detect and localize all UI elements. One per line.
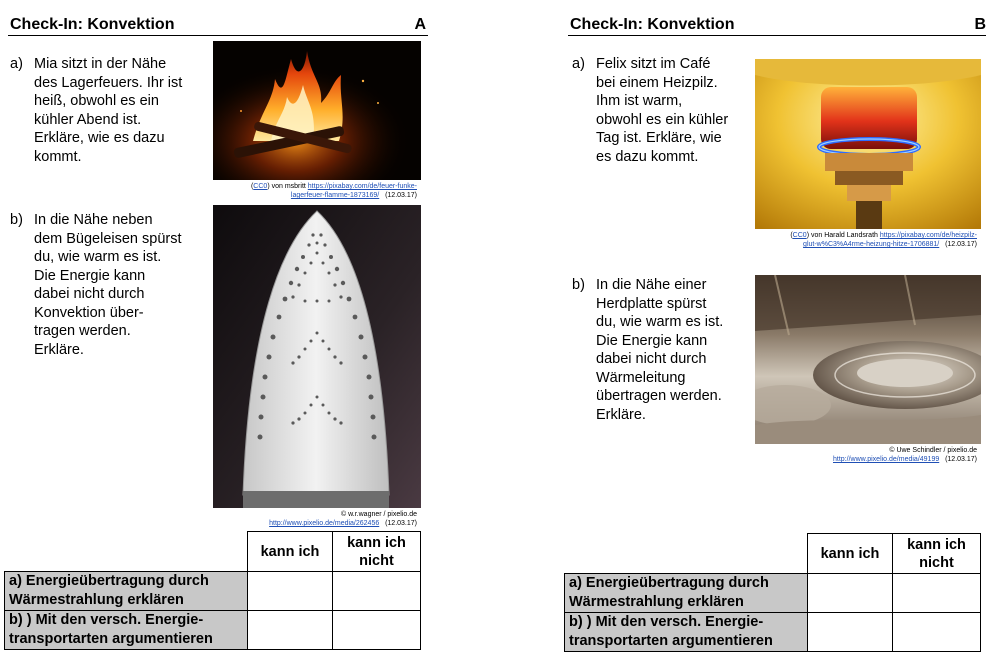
checkbox-cell[interactable] [893,574,981,613]
column-header-can: kann ich [248,532,333,572]
question-text: Felix sitzt im Café bei einem Heizpilz. Ihm ist warm, obwohl es ein kühler Tag ist. Erkläre, wie es dazu kommt. [596,56,729,165]
stove-photo [755,275,981,444]
source-link[interactable]: http://www.pixelio.de/media/262456 [269,520,380,527]
table-row-label: b) ) Mit den versch. Energie- transportarten argumentieren [565,613,808,652]
question-text: Mia sitzt in der Nähe des Lagerfeuers. Ihr ist heiß, obwohl es ein kühler Abend ist. Erkläre, wie es dazu kommt. [34,56,183,165]
card-title: Check-In: Konvektion [570,16,735,33]
question-text: In die Nähe neben dem Bügeleisen spürst du, wie warm es ist. Die Energie kann dabei nicht durch Konvektion über- tragen werden. Erkläre. [34,212,182,358]
photo-credit: (CC0) von msbritt https://pixabay.com/de/feuer-funke- lagerfeuer-flamme-1873169/ (12.03.17) [250,183,417,199]
card-header [8,14,428,36]
card-title: Check-In: Konvektion [10,16,175,33]
credit-author: von msbritt [269,183,308,190]
photo-credit [755,446,977,464]
column-header-can: kann ich [808,534,893,574]
self-assessment-table [4,531,421,650]
photo-credit: (CC0) von Harald Landsrath https://pixabay.com/de/heizpilz- glut-w%C3%A4rme-heizung-hitze-1706881/ (12.03.17) [790,232,977,248]
card-letter: A [414,16,426,33]
card-header [568,14,986,36]
card-b [568,0,986,656]
license-link[interactable]: CC0 [253,183,268,190]
credit-author: © Uwe Schindler / pixelio.de [889,447,977,454]
photo-credit [213,510,417,528]
iron-photo [213,205,421,508]
checkbox-cell[interactable] [248,572,333,611]
column-header-cannot: kann ich nicht [893,534,981,574]
credit-date: (12.03.17) [385,192,417,199]
license-link[interactable]: CC0 [792,232,807,239]
source-link[interactable]: https://pixabay.com/de/feuer-funke- [307,183,417,190]
table-corner [5,532,248,572]
credit-author: von Harald Landsrath [809,232,880,239]
column-header-cannot: kann ich nicht [333,532,421,572]
source-link[interactable]: https://pixabay.com/de/heizpilz- [879,232,977,239]
credit-author: © w.r.wagner / pixelio.de [341,511,417,518]
source-link-cont[interactable]: glut-w%C3%A4rme-heizung-hitze-1706881/ [803,241,940,248]
table-row-label: a) Energieübertragung durch Wärmestrahlung erklären [565,574,808,613]
credit-date: (12.03.17) [945,241,977,248]
table-row-label: b) ) Mit den versch. Energie- transportarten argumentieren [5,611,248,650]
checkbox-cell[interactable] [893,613,981,652]
question-text: In die Nähe einer Herdplatte spürst du, wie warm es ist. Die Energie kann dabei nicht durch Wärmeleitung übertragen werden. Erkläre. [596,277,724,423]
credit-date: (12.03.17) [385,520,417,527]
checkbox-cell[interactable] [248,611,333,650]
card-a [8,0,428,656]
source-link[interactable]: http://www.pixelio.de/media/49199 [833,456,940,463]
credit-date: (12.03.17) [945,456,977,463]
self-assessment-table [564,533,981,652]
question-label: b) [10,212,23,228]
table-row-label: a) Energieübertragung durch Wärmestrahlung erklären [5,572,248,611]
card-letter: B [974,16,986,33]
question-label: a) [10,56,23,72]
source-link-cont[interactable]: lagerfeuer-flamme-1873169/ [290,192,380,199]
checkbox-cell[interactable] [333,611,421,650]
checkbox-cell[interactable] [808,574,893,613]
question-label: b) [572,277,585,293]
table-corner [565,534,808,574]
question-label: a) [572,56,585,72]
checkbox-cell[interactable] [333,572,421,611]
heater-photo [755,59,981,229]
checkbox-cell[interactable] [808,613,893,652]
campfire-photo [213,41,421,180]
